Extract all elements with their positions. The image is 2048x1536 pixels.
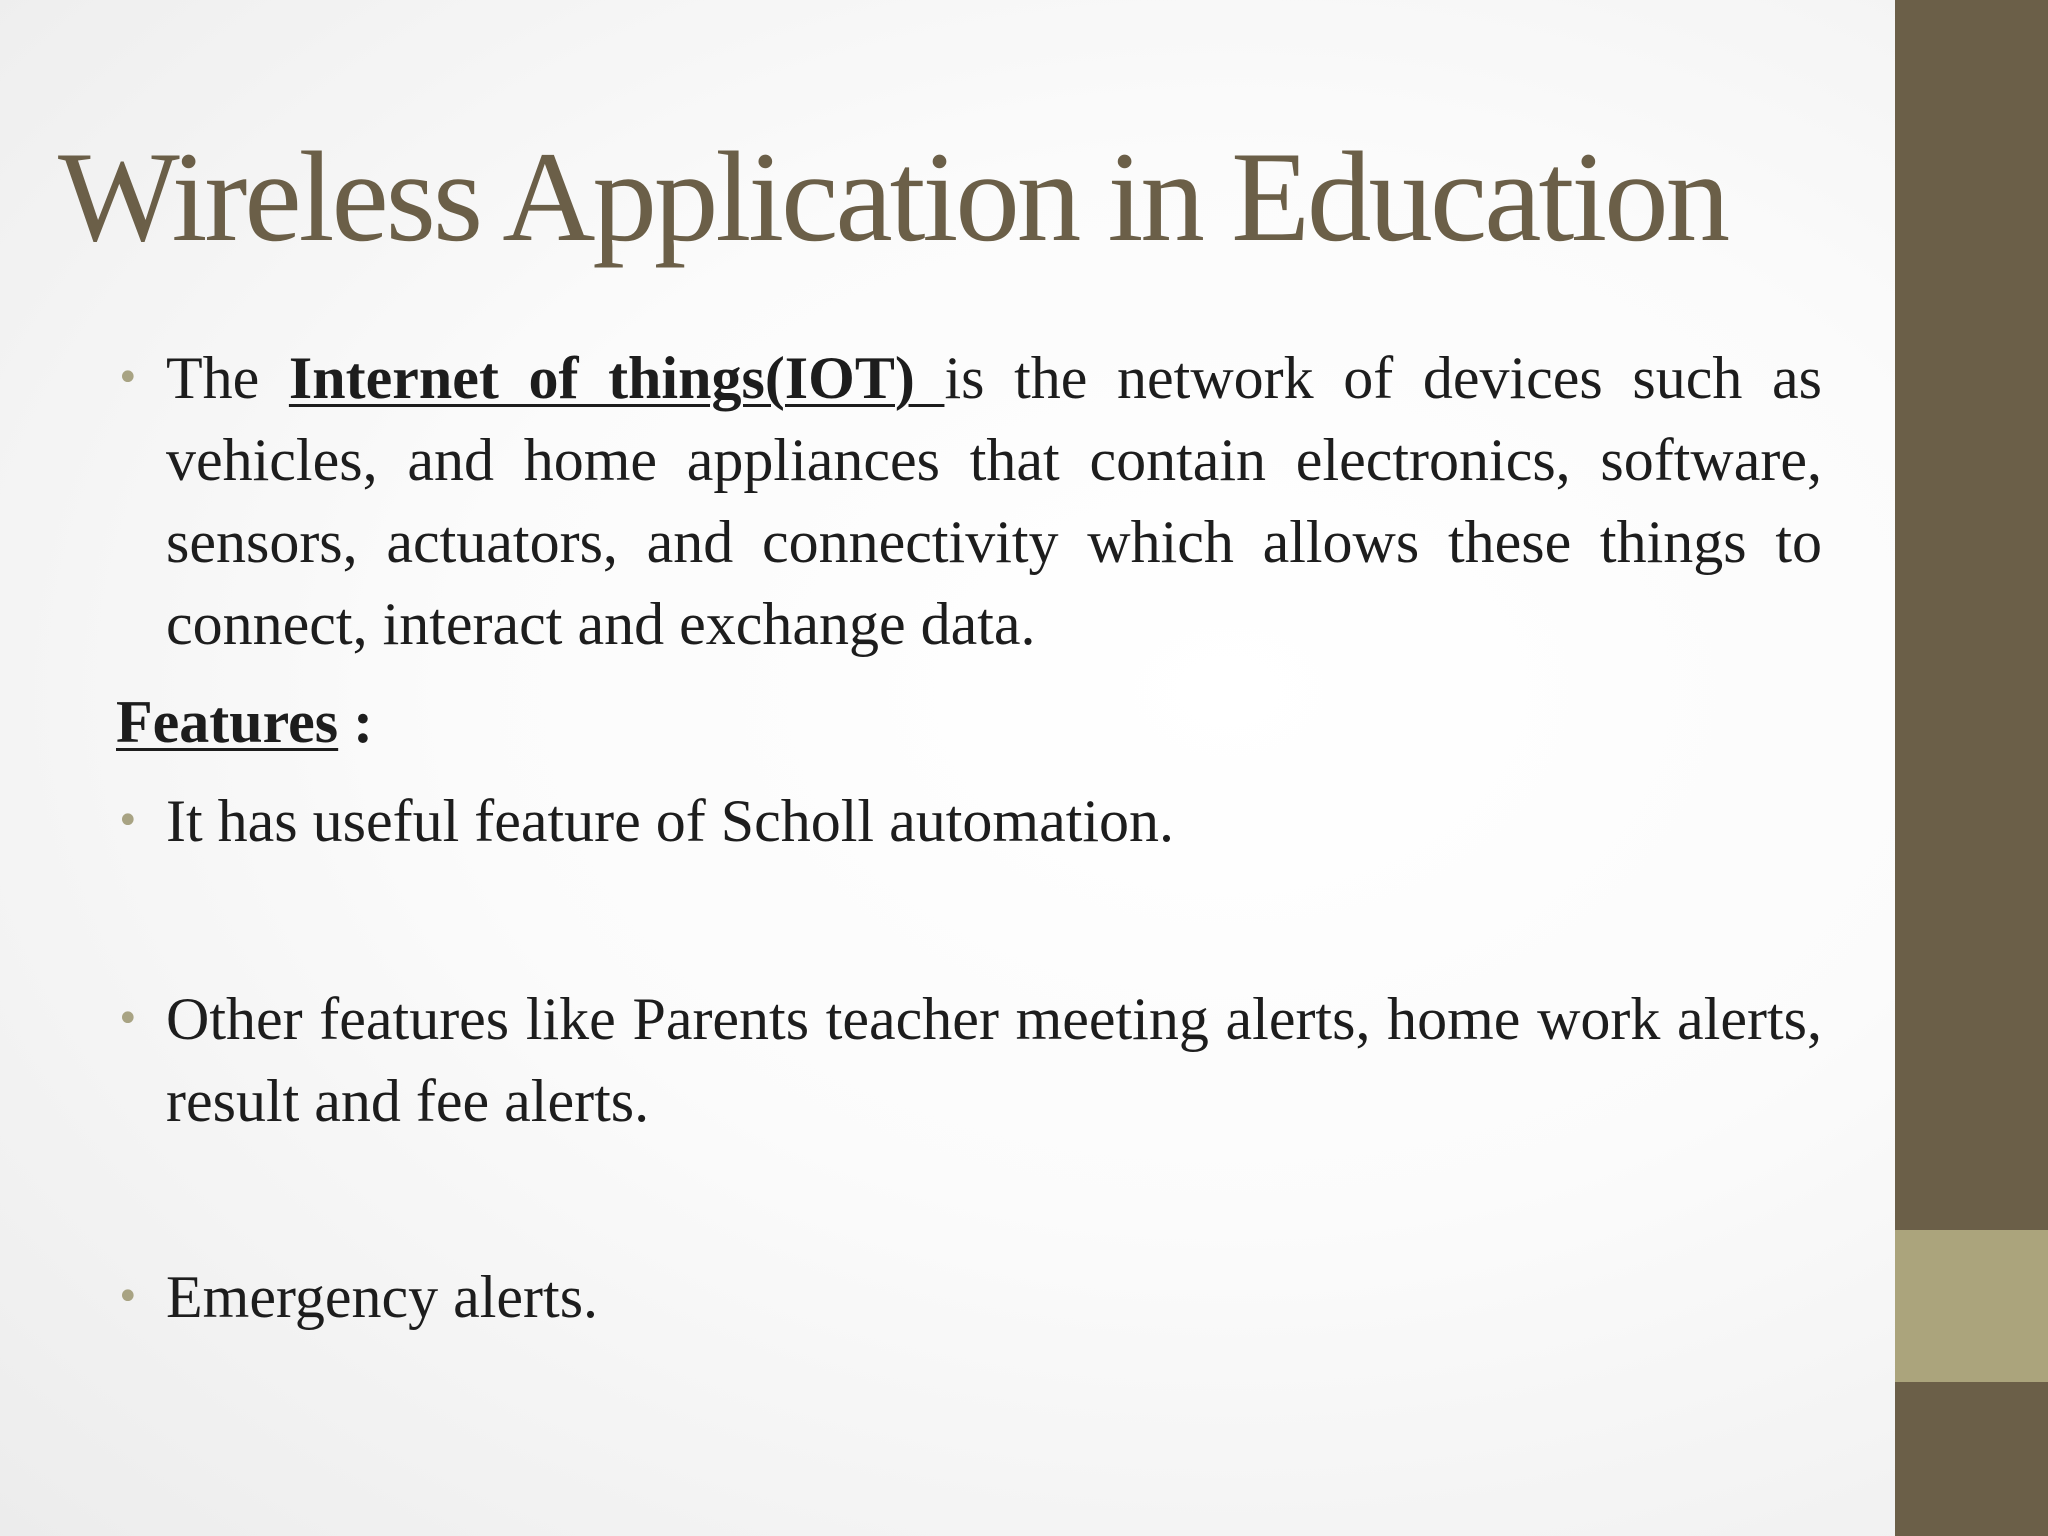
intro-bullet (116, 337, 1822, 665)
slide-title: Wireless Application in Education (58, 125, 1728, 268)
feature-text-3: Emergency alerts. (166, 1264, 599, 1330)
intro-prefix: The (166, 345, 289, 411)
feature-bullet-2 (116, 978, 1822, 1142)
bullet-icon: • (116, 996, 140, 1042)
features-heading-label: Features (116, 689, 339, 755)
iot-term: Internet of things(IOT) (288, 345, 945, 411)
feature-bullet-3 (116, 1256, 1822, 1338)
bullet-icon: • (116, 355, 140, 401)
intro-text (166, 337, 1822, 665)
feature-text-1: It has useful feature of Scholl automation. (166, 788, 1175, 854)
bullet-icon: • (116, 1274, 140, 1320)
bullet-icon: • (116, 798, 140, 844)
feature-text-2: Other features like Parents teacher meeting alerts, home work alerts, result and fee alerts. (166, 986, 1822, 1134)
features-heading (116, 681, 373, 763)
side-accent (1895, 1230, 2048, 1382)
features-heading-colon: : (338, 689, 374, 755)
feature-bullet-1 (116, 780, 1822, 862)
intro-rest: is the network of devices such as vehicles, and home appliances that contain electronics, software, sensors, actuators, and connectivity which allows these things to connect, interact and exchange data. (166, 345, 1822, 657)
